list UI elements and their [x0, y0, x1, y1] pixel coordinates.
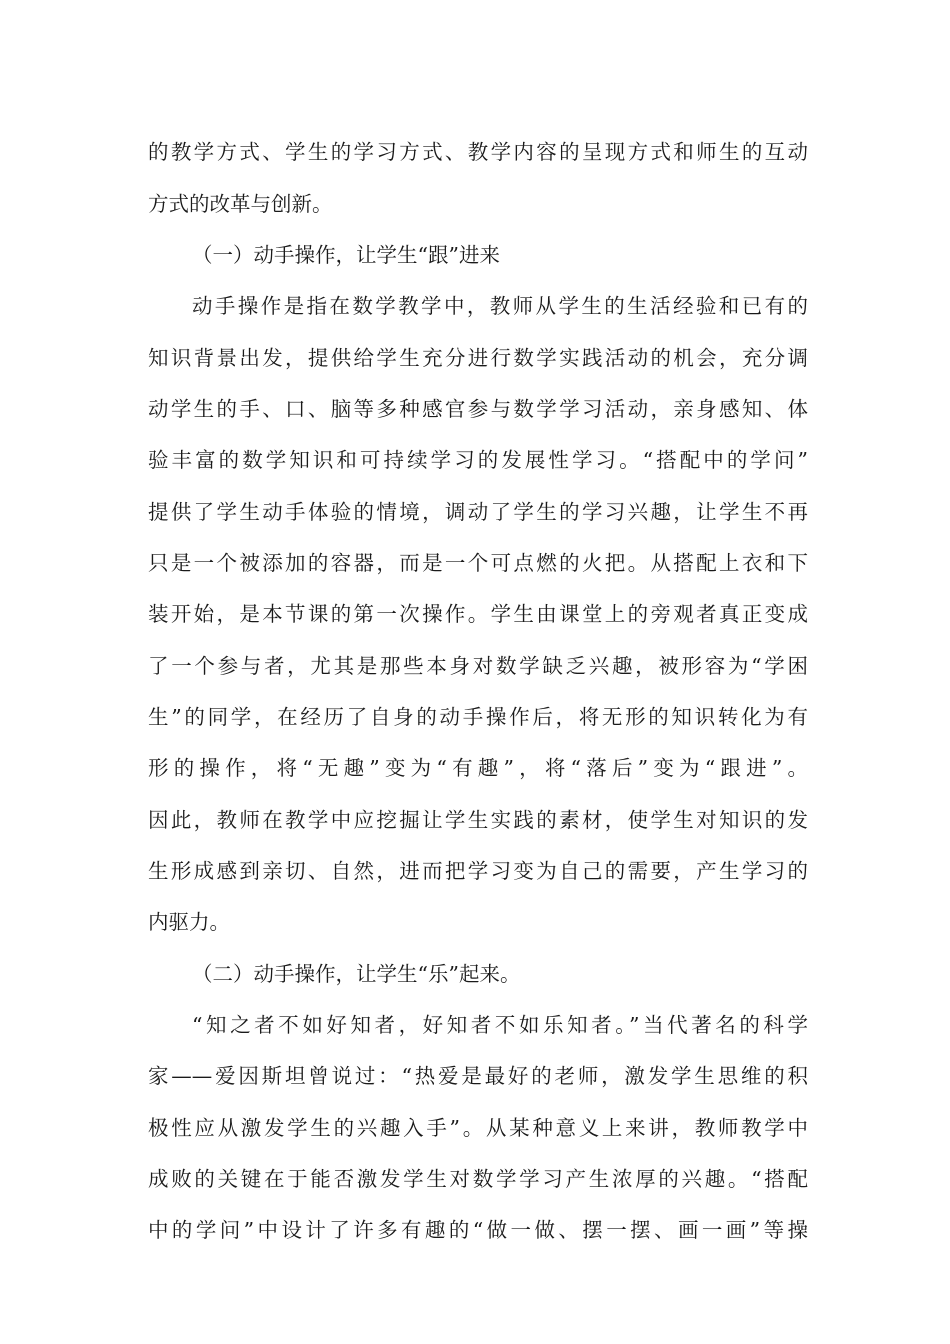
text-line: 生形成感到亲切、自然，进而把学习变为自己的需要，产生学习的	[148, 859, 808, 883]
text-line: 中的学问”中设计了许多有趣的“做一做、摆一摆、画一画”等操	[148, 1218, 808, 1242]
text-line: 知识背景出发，提供给学生充分进行数学实践活动的机会，充分调	[148, 346, 808, 370]
text-line: 家——爱因斯坦曾说过：“热爱是最好的老师，激发学生思维的积	[148, 1064, 808, 1088]
text-line: “知之者不如好知者，好知者不如乐知者。”当代著名的科学	[192, 1013, 808, 1037]
text-line: 因此，教师在教学中应挖掘让学生实践的素材，使学生对知识的发	[148, 808, 808, 832]
text-line: 形的操作，将“无趣”变为“有趣”，将“落后”变为“跟进”。	[148, 756, 808, 780]
text-line: 了一个参与者，尤其是那些本身对数学缺乏兴趣，被形容为“学困	[148, 654, 808, 678]
text-line: 装开始，是本节课的第一次操作。学生由课堂上的旁观者真正变成	[148, 602, 808, 626]
text-line: 极性应从激发学生的兴趣入手”。从某种意义上来讲，教师教学中	[148, 1116, 808, 1140]
text-line: 动手操作是指在数学教学中，教师从学生的生活经验和已有的	[192, 294, 808, 318]
text-line: 验丰富的数学知识和可持续学习的发展性学习。“搭配中的学问”	[148, 448, 808, 472]
text-line: 的教学方式、学生的学习方式、教学内容的呈现方式和师生的互动	[148, 140, 808, 164]
text-line: 成败的关键在于能否激发学生对数学学习产生浓厚的兴趣。“搭配	[148, 1167, 808, 1191]
text-line: 只是一个被添加的容器，而是一个可点燃的火把。从搭配上衣和下	[148, 551, 808, 575]
text-line: 内驱力。	[148, 910, 230, 934]
text-line: 动学生的手、口、脑等多种感官参与数学学习活动，亲身感知、体	[148, 397, 808, 421]
section-heading: （一）动手操作，让学生“跟”进来	[192, 243, 500, 267]
text-line: 生”的同学，在经历了自身的动手操作后，将无形的知识转化为有	[148, 705, 808, 729]
section-heading: （二）动手操作，让学生“乐”起来。	[192, 962, 521, 986]
text-line: 方式的改革与创新。	[148, 192, 333, 216]
text-line: 提供了学生动手体验的情境，调动了学生的学习兴趣，让学生不再	[148, 500, 808, 524]
